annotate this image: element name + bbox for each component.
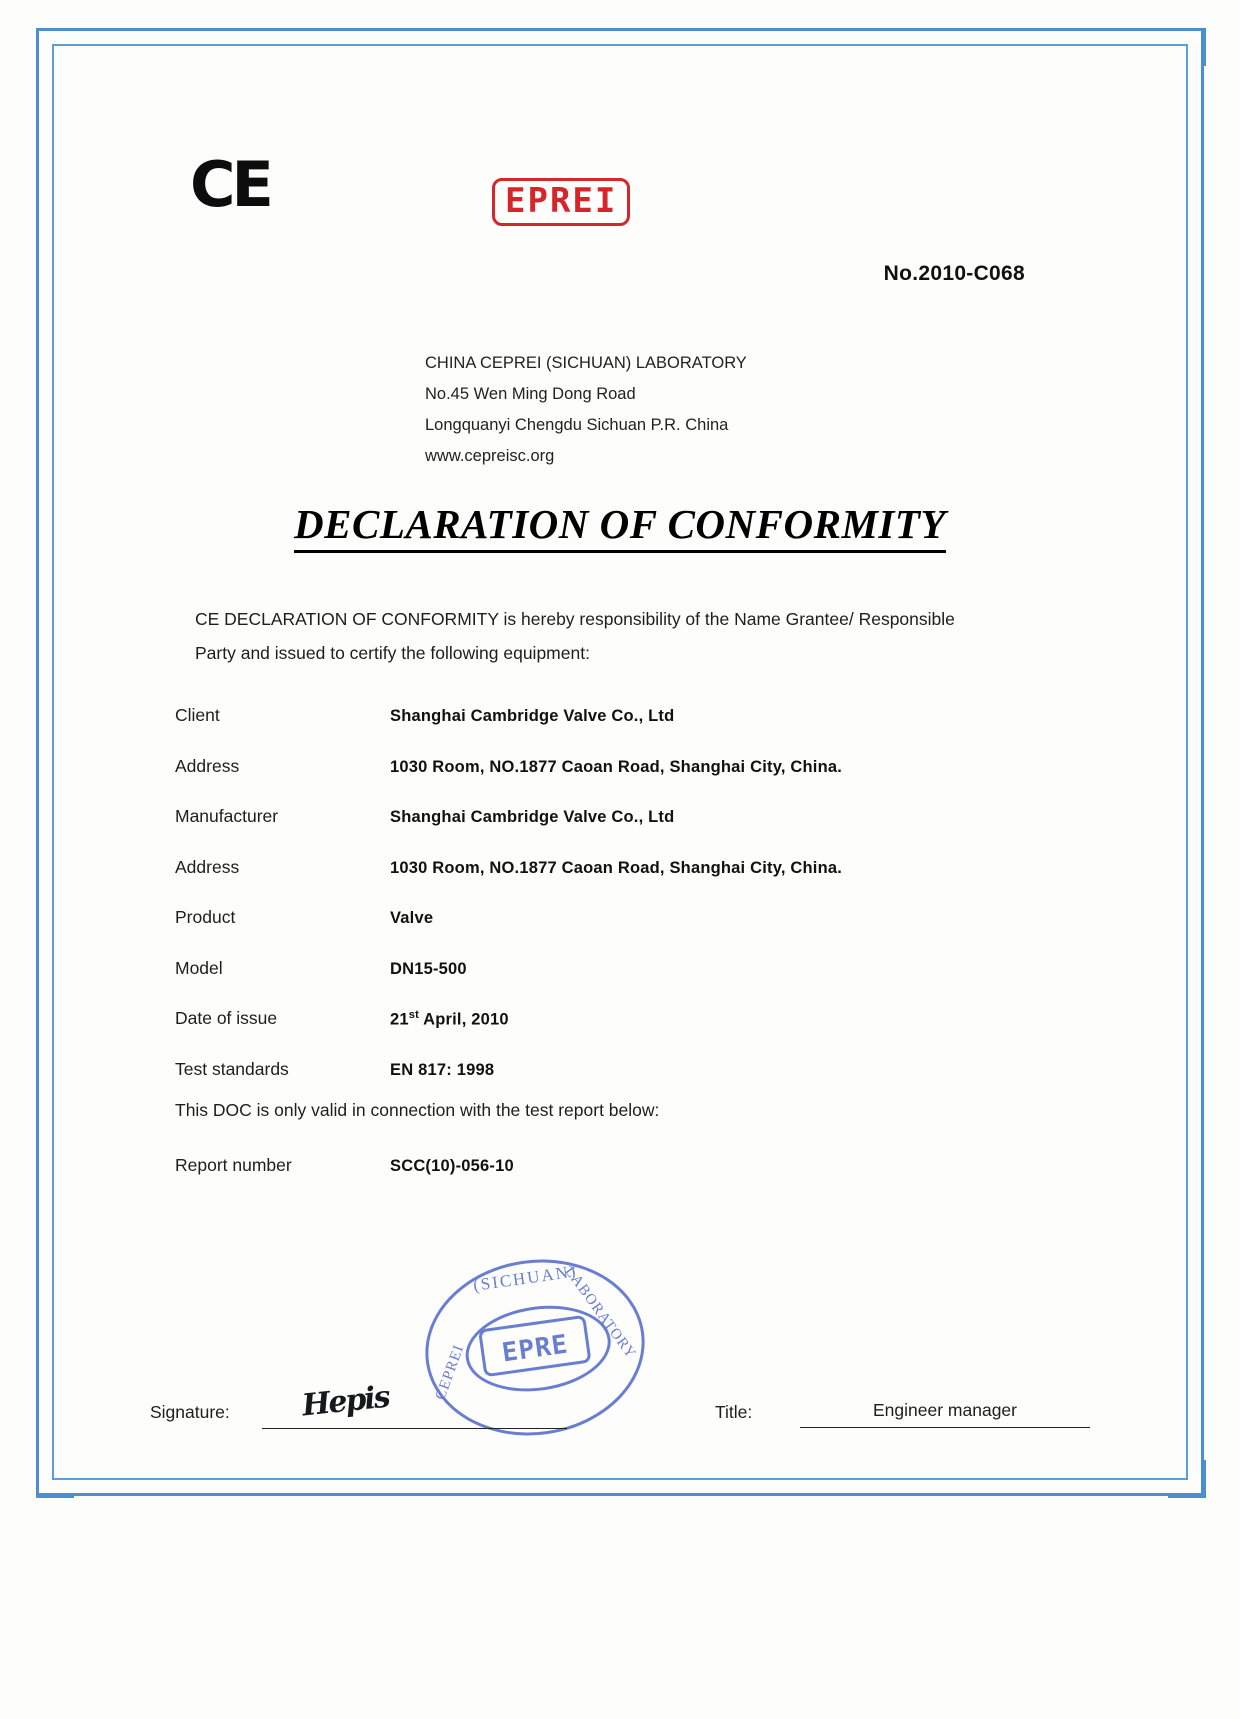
title-value: Engineer manager [800,1400,1090,1428]
field-value-address-manufacturer: 1030 Room, NO.1877 Caoan Road, Shanghai City, China. [390,858,843,877]
corner-ornament-top-right [1168,28,1206,66]
ce-mark-icon: CE [190,148,270,221]
field-value-model: DN15-500 [390,959,467,978]
details-table [175,705,1005,1109]
page-title [0,500,1240,548]
field-label-report-number: Report number [175,1155,292,1175]
document-number: No.2010-C068 [883,262,1025,285]
intro-paragraph: CE DECLARATION OF CONFORMITY is hereby responsibility of the Name Grantee/ Responsible Party and issued to certify the following equipment: [195,609,955,663]
field-label-product: Product [175,907,236,927]
laboratory-name: CHINA CEPREI (SICHUAN) LABORATORY [425,354,747,372]
signature-label: Signature: [150,1402,230,1422]
signature-line [262,1428,567,1429]
field-value-report-number: SCC(10)-056-10 [390,1157,514,1175]
field-label-address-manufacturer: Address [175,856,240,877]
report-row [175,1155,514,1176]
field-label-model: Model [175,957,223,978]
table-row [175,806,1005,857]
field-label-date-of-issue: Date of issue [175,1008,278,1028]
date-rest: April, 2010 [418,1010,509,1028]
field-value-client: Shanghai Cambridge Valve Co., Ltd [390,707,675,725]
date-ordinal-suffix: st [408,1008,419,1021]
table-row [175,1008,1005,1059]
stamp-core-text: EPRE [478,1315,592,1378]
field-value-manufacturer: Shanghai Cambridge Valve Co., Ltd [390,808,675,826]
field-value-date-of-issue [390,1009,509,1030]
corner-ornament-bottom-right [1168,1460,1206,1498]
laboratory-website: www.cepreisc.org [425,447,555,465]
laboratory-address-line2: Longquanyi Chengdu Sichuan P.R. China [425,416,729,434]
signature-area [150,1380,1050,1450]
corner-ornament-bottom-left [36,1460,74,1498]
validity-note: This DOC is only valid in connection with the test report below: [175,1100,660,1120]
field-value-address-client: 1030 Room, NO.1877 Caoan Road, Shanghai City, China. [390,757,843,776]
table-row [175,705,1005,756]
field-value-test-standards: EN 817: 1998 [390,1060,495,1079]
page-title-text: DECLARATION OF CONFORMITY [294,501,946,553]
title-label: Title: [715,1402,753,1422]
laboratory-block [425,348,747,472]
stamp-left-text: CEPREI [432,1342,468,1403]
stamp-top-text: (SICHUAN) [471,1261,579,1295]
stamp-right-text: LABORATORY [561,1263,640,1362]
field-label-manufacturer: Manufacturer [175,806,279,826]
table-row [175,958,1005,1009]
field-value-product: Valve [390,909,434,927]
table-row [175,907,1005,958]
field-label-client: Client [175,705,220,725]
corner-ornament-top-left [36,28,74,66]
eprei-logo: EPREI [492,178,630,226]
handwritten-signature: Hepis [300,1379,391,1424]
field-label-test-standards: Test standards [175,1058,289,1079]
table-row [175,756,1005,807]
laboratory-address-line1: No.45 Wen Ming Dong Road [425,385,636,403]
field-label-address-client: Address [175,755,240,776]
table-row [175,857,1005,908]
date-day: 21 [390,1010,409,1028]
